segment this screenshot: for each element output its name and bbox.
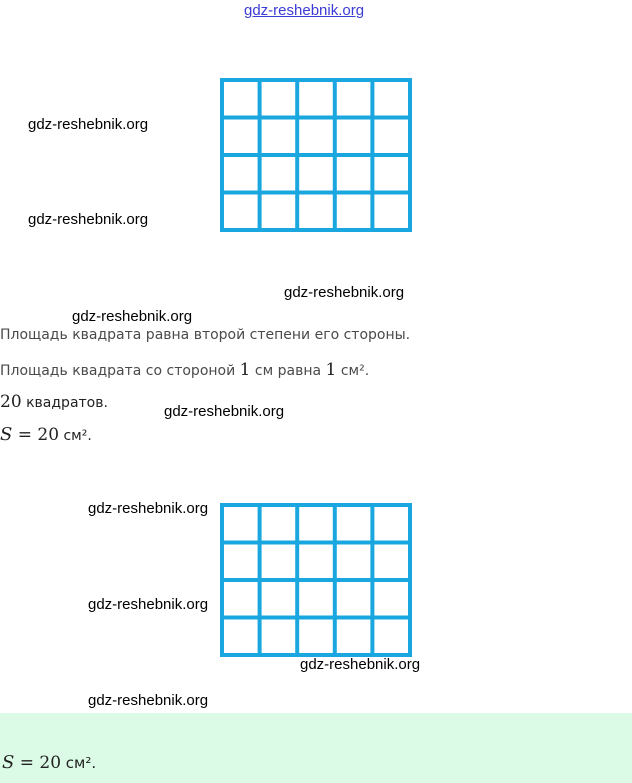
watermark: gdz-reshebnik.org [88, 500, 209, 517]
watermark: gdz-reshebnik.org [164, 403, 285, 420]
answer-unit: см². [61, 754, 97, 772]
watermark: gdz-reshebnik.org [284, 284, 405, 301]
answer-box [0, 713, 632, 783]
area-value: 1 [325, 360, 337, 380]
watermark: gdz-reshebnik.org [88, 596, 209, 613]
side-value: 1 [239, 360, 251, 380]
answer-symbol: S [2, 752, 15, 773]
unit-area-text-c: см². [336, 363, 370, 379]
area-formula [0, 424, 92, 445]
answer-formula [2, 752, 96, 773]
grid-figure-2 [220, 503, 412, 657]
watermark: gdz-reshebnik.org [300, 656, 421, 673]
unit-area-text [0, 360, 369, 380]
rule-text: Площадь квадрата равна второй степени его стороны. [0, 327, 411, 343]
count-text [0, 392, 108, 412]
count-label: квадратов. [21, 395, 108, 411]
count-value: 20 [0, 392, 22, 412]
watermark: gdz-reshebnik.org [28, 116, 149, 133]
area-symbol: S [0, 424, 13, 445]
area-equals: = 20 [12, 425, 60, 445]
grid-figure-1 [220, 78, 412, 232]
watermark: gdz-reshebnik.org [28, 211, 149, 228]
unit-area-text-a: Площадь квадрата со стороной [0, 363, 240, 379]
watermark-top[interactable]: gdz-reshebnik.org [244, 2, 365, 19]
watermark: gdz-reshebnik.org [88, 692, 209, 709]
unit-area-text-b: см равна [250, 363, 326, 379]
area-unit: см². [59, 428, 92, 444]
watermark: gdz-reshebnik.org [72, 308, 193, 325]
answer-equals: = 20 [14, 753, 62, 773]
